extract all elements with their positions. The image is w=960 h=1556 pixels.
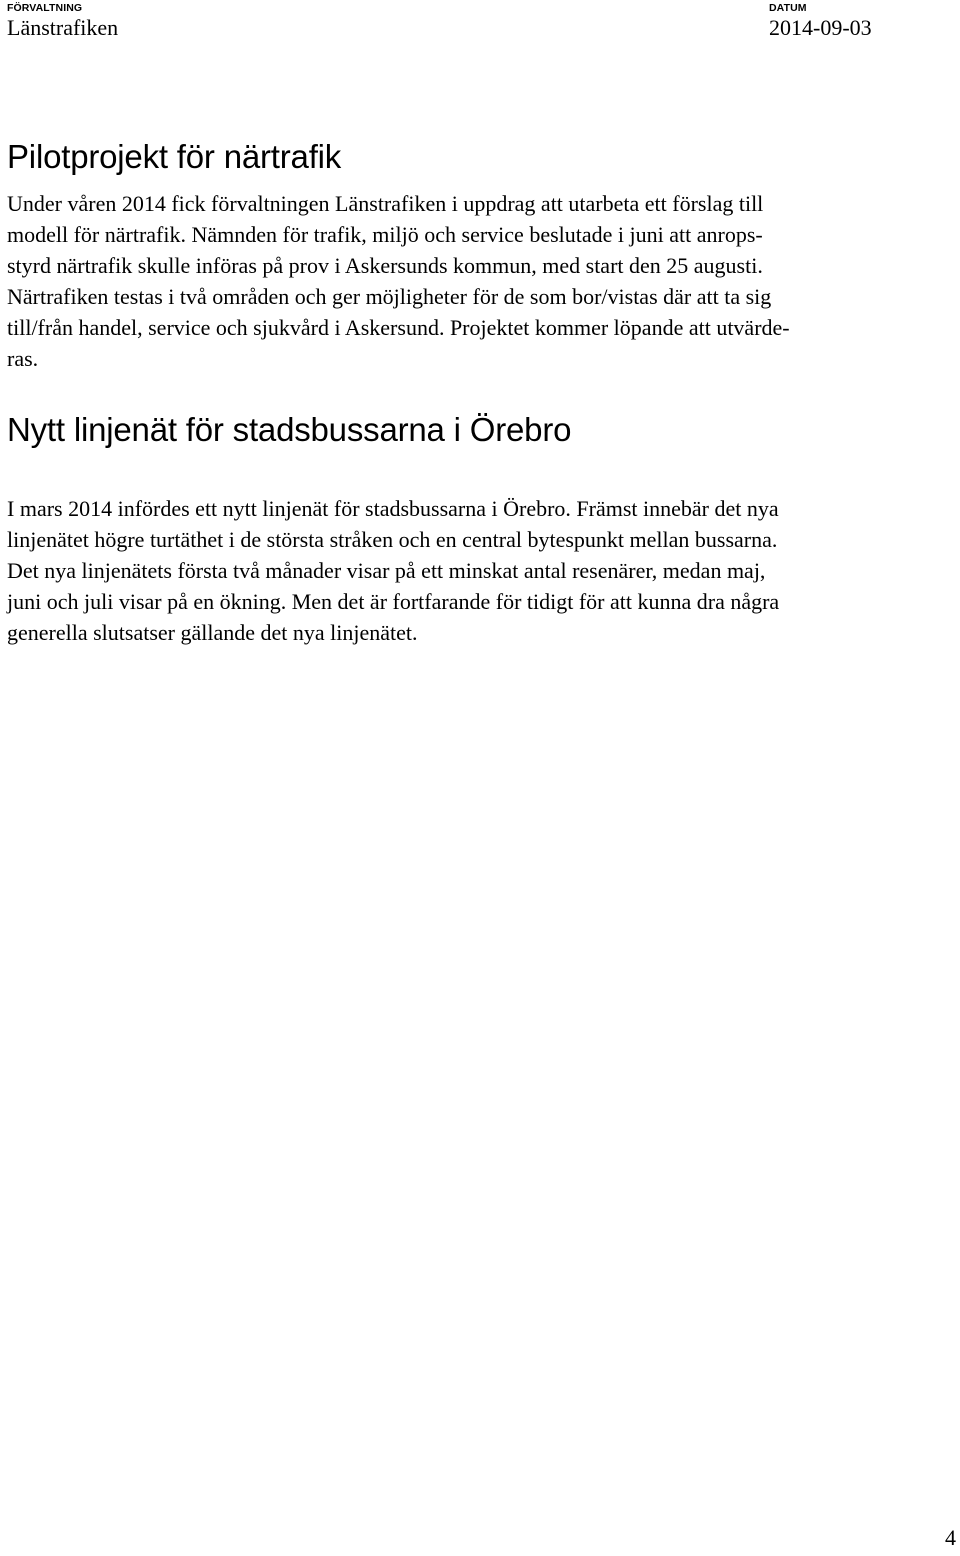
body-line: modell för närtrafik. Nämnden för trafik, miljö och service beslutade i juni att anrops-: [7, 222, 763, 247]
body-line: styrd närtrafik skulle införas på prov i Askersunds kommun, med start den 25 augusti.: [7, 253, 763, 278]
body-line: juni och juli visar på en ökning. Men det är fortfarande för tidigt för att kunna dra några: [7, 589, 780, 614]
header-date-value: 2014-09-03: [769, 15, 872, 40]
header-administration-label: FÖRVALTNING: [7, 2, 83, 14]
section-heading-new-bus-network: Nytt linjenät för stadsbussarna i Örebro: [7, 411, 572, 448]
section-body-pilot-project: [7, 188, 952, 374]
body-line: till/från handel, service och sjukvård i Askersund. Projektet kommer löpande att utvärde-: [7, 315, 790, 340]
body-line: generella slutsatser gällande det nya linjenätet.: [7, 620, 418, 645]
page-number: 4: [945, 1525, 956, 1550]
section-body-new-bus-network: [7, 493, 952, 648]
body-line: Under våren 2014 fick förvaltningen Länstrafiken i uppdrag att utarbeta ett förslag till: [7, 191, 764, 216]
header-date-label: DATUM: [769, 2, 807, 14]
header-administration-value: Länstrafiken: [7, 15, 119, 40]
body-line: ras.: [7, 346, 39, 371]
body-line: linjenätet högre turtäthet i de största stråken och en central bytespunkt mellan bussarna.: [7, 527, 778, 552]
body-line: I mars 2014 infördes ett nytt linjenät för stadsbussarna i Örebro. Främst innebär det nya: [7, 496, 779, 521]
body-line: Det nya linjenätets första två månader visar på ett minskat antal resenärer, medan maj,: [7, 558, 766, 583]
header-administration: [7, 2, 118, 42]
header-date: [769, 2, 872, 42]
body-line: Närtrafiken testas i två områden och ger möjligheter för de som bor/vistas där att ta sig: [7, 284, 772, 309]
section-heading-pilot-project: Pilotprojekt för närtrafik: [7, 138, 342, 175]
